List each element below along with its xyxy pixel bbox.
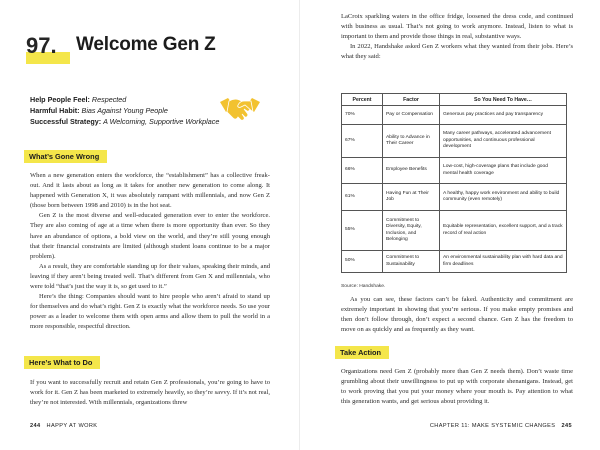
body-text-right-1 — [341, 12, 573, 62]
table-cell-percent: 70% — [342, 106, 383, 125]
table-row — [342, 211, 567, 251]
running-head-left: HAPPY AT WORK — [46, 423, 98, 429]
table-cell-factor: Pay or Compensation — [383, 106, 440, 125]
table-cell-need: Low-cost, high-coverage plans that include good mental health coverage — [440, 158, 567, 184]
meta-strategy — [30, 117, 219, 126]
table-cell-factor: Commitment to Sustainability — [383, 251, 440, 273]
chapter-title: Welcome Gen Z — [76, 34, 216, 55]
table-row — [342, 184, 567, 211]
paragraph: Organizations need Gen Z (probably more than Gen Z needs them). Don’t waste time grumbling about their unwillingness to put up with corporate shenanigans. Instead, get to work proving that you put your money where your mouth is. Pay attention to what this generation wants, and get serious about providing it. — [341, 368, 573, 406]
page-number-right: 245 — [561, 423, 572, 429]
table-header-cell: So You Need To Have… — [440, 94, 567, 106]
table-cell-need: A healthy, happy work environment and ability to build community (even remotely) — [440, 184, 567, 211]
table-cell-percent: 61% — [342, 184, 383, 211]
table-header-cell: Factor — [383, 94, 440, 106]
table-source: Source: Handshake. — [341, 284, 386, 289]
table-cell-percent: 55% — [342, 211, 383, 251]
folio-right — [430, 423, 572, 429]
table-cell-need: Many career pathways, accelerated advancement opportunities, and continuous professional development — [440, 125, 567, 158]
meta-feel — [30, 95, 126, 104]
paragraph: Gen Z is the most diverse and well-educated generation ever to enter the workforce. They are also coming of age at a time when there is more opportunity than ever. So they have an abundance of options, a bold view on the world, and they’re still young enough that their financial constraints are limited (although student loans continue to be a major problem). — [30, 212, 270, 260]
running-head-right: CHAPTER 11: MAKE SYSTEMIC CHANGES — [429, 423, 556, 429]
table-row — [342, 158, 567, 184]
paragraph: Here’s the thing: Companies should want to hire people who aren’t afraid to stand up for themselves and do what’s right. Gen Z is exactly what the workforce needs. So use your power as a leader to welcome them with open arms and allow them to pull the world in a more responsible, respectful direction. — [30, 293, 270, 331]
table-row — [342, 251, 567, 273]
meta-habit-label: Harmful Habit: — [30, 106, 80, 115]
body-text-right-3 — [341, 367, 573, 407]
paragraph: As a result, they are comfortable standing up for their values, speaking their minds, and leaving if they aren’t being treated well. That’s different from Gen X and millennials, who were told “that’s just the way it is, so get used to it.” — [30, 262, 270, 291]
table-cell-percent: 67% — [342, 125, 383, 158]
body-text-left-1 — [30, 171, 270, 333]
table-cell-need: Generous pay practices and pay transparency — [440, 106, 567, 125]
folio-left — [30, 423, 97, 429]
chapter-number: 97. — [26, 33, 70, 67]
paragraph: In 2022, Handshake asked Gen Z workers what they wanted from their jobs. Here’s what they said: — [341, 43, 573, 61]
right-page — [300, 0, 600, 450]
page-number-left: 244 — [30, 423, 41, 429]
table-header-cell: Percent — [342, 94, 383, 106]
table-cell-need: An environmental sustainability plan with hard data and firm deadlines — [440, 251, 567, 273]
body-text-right-2 — [341, 295, 573, 335]
table-header-row — [342, 94, 567, 106]
meta-feel-label: Help People Feel: — [30, 95, 90, 104]
body-text-left-2 — [30, 378, 270, 408]
table-cell-factor: Ability to Advance in Their Career — [383, 125, 440, 158]
table-cell-need: Equitable representation, excellent support, and a track record of real action — [440, 211, 567, 251]
table-row — [342, 106, 567, 125]
meta-habit-value: Bias Against Young People — [81, 106, 168, 115]
paragraph: As you can see, these factors can’t be faked. Authenticity and commitment are extremely important in showing that you’re serious. If you make empty promises and then don’t follow through, don’t expect a second chance. Gen Z has the freedom to move on as quickly and as frequently as they want. — [341, 296, 573, 334]
meta-feel-value: Respected — [91, 95, 127, 104]
meta-strategy-value: A Welcoming, Supportive Workplace — [103, 117, 220, 126]
table-cell-percent: 66% — [342, 158, 383, 184]
section-heading-whats-gone-wrong: What’s Gone Wrong — [24, 150, 107, 163]
table-cell-factor: Employee Benefits — [383, 158, 440, 184]
table-cell-factor: Having Fun at Their Job — [383, 184, 440, 211]
meta-habit — [30, 106, 168, 115]
paragraph: LaCroix sparkling waters in the office fridge, loosened the dress code, and continued with business as usual. That’s not going to work anymore. Instead, listen to what is important to them and provide those things in real, substantive ways. — [341, 13, 573, 41]
table-row — [342, 125, 567, 158]
survey-table — [341, 93, 567, 273]
table-cell-factor: Commitment to Diversity, Equity, Inclusion, and Belonging — [383, 211, 440, 251]
meta-strategy-label: Successful Strategy: — [30, 117, 102, 126]
section-heading-take-action: Take Action — [335, 346, 389, 359]
section-heading-heres-what-to-do: Here’s What to Do — [24, 356, 100, 369]
handshake-icon — [218, 92, 262, 126]
paragraph: If you want to successfully recruit and retain Gen Z professionals, you’re going to have to work for it. Gen Z has been marketed to extremely heavily, so they’re savvy. If it’s not real, they’re not interested. With millennials, organizations threw — [30, 379, 270, 407]
paragraph: When a new generation enters the workforce, the “establishment” has a collective freak-out. And it lasts about as long as it takes for another new generation to come along. It happened with Generation X, it was absolutely rampant with millennials, and now Gen Z (those born between 1998 and 2010) is in the hot seat. — [30, 172, 270, 210]
table-cell-percent: 50% — [342, 251, 383, 273]
